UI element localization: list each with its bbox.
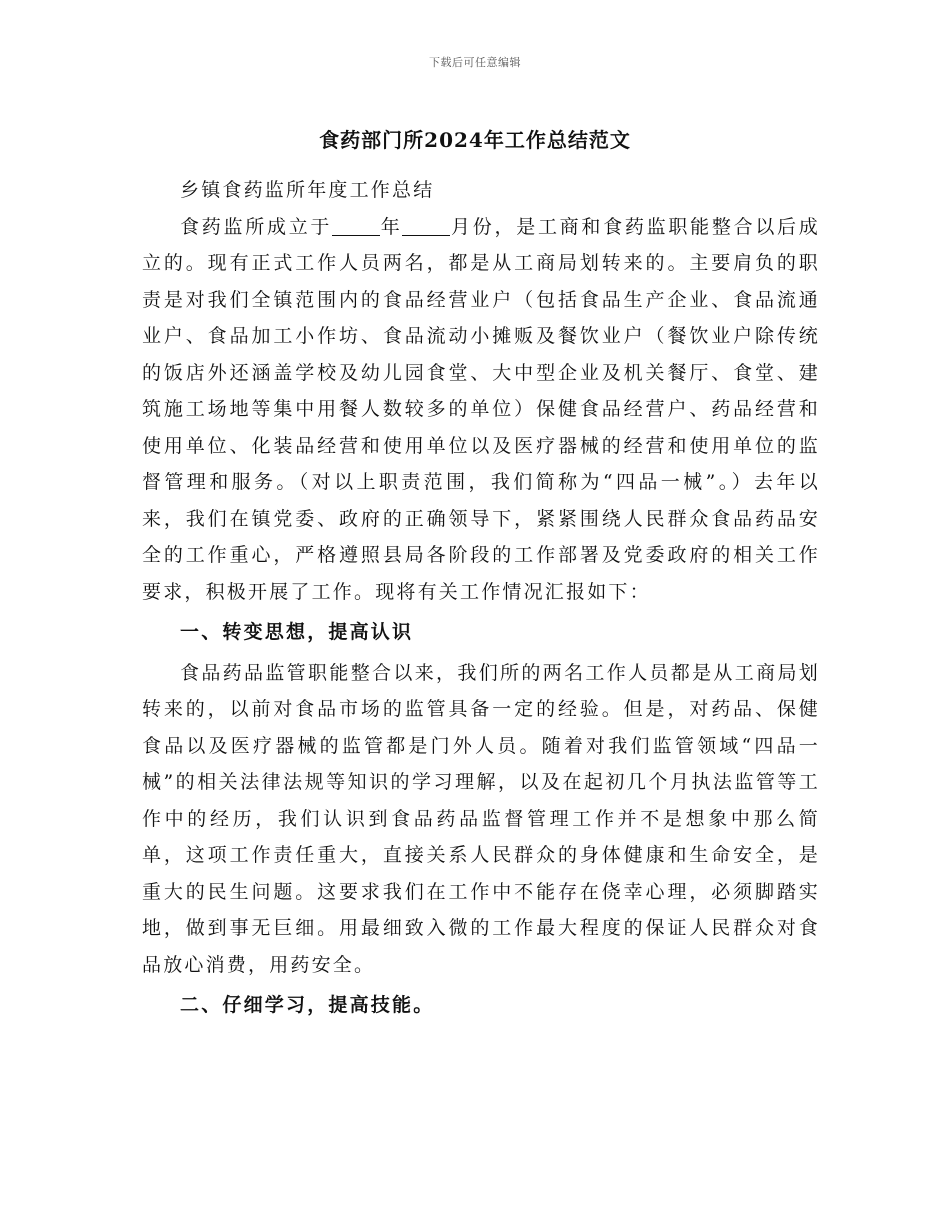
- document-body: [142, 172, 820, 1028]
- header-note: 下载后可任意编辑: [429, 56, 521, 69]
- blank-line: [332, 216, 380, 236]
- intro-text-3: 月份，是工商和食药监职能整合以后成立的。现有正式工作人员两名，都是从工商局划转来的。主要肩负的职责是对我们全镇范围内的食品经营业户（包括食品生产企业、食品流通业户、食品加工小作坊、食品流动小摊贩及餐饮业户（餐饮业户除传统的饭店外还涵盖学校及幼儿园食堂、大中型企业及机关餐厅、食堂、建筑施工场地等集中用餐人数较多的单位）保健食品经营户、药品经营和使用单位、化装品经营和使用单位以及医疗器械的经营和使用单位的监督管理和服务。（对以上职责范围，我们简称为“四品一械”。）去年以来，我们在镇党委、政府的正确领导下，紧紧围绕人民群众食品药品安全的工作重心，严格遵照县局各阶段的工作部署及党委政府的相关工作要求，积极开展了工作。现将有关工作情况汇报如下：: [142, 215, 820, 603]
- section-heading-1: 一、转变思想，提高认识: [180, 621, 414, 643]
- blank-line: [402, 216, 450, 236]
- intro-text-1: 食药监所成立于: [180, 215, 333, 238]
- section-heading-2: 二、仔细学习，提高技能。: [180, 994, 435, 1016]
- document-subtitle: 乡镇食药监所年度工作总结: [180, 179, 435, 201]
- intro-text-2: 年: [380, 215, 403, 238]
- document-title: 食药部门所2024年工作总结范文: [319, 128, 631, 152]
- section-body-1: 食品药品监管职能整合以来，我们所的两名工作人员都是从工商局划转来的，以前对食品市场的监管具备一定的经验。但是，对药品、保健食品以及医疗器械的监管都是门外人员。随着对我们监管领域“四品一械”的相关法律法规等知识的学习理解，以及在起初几个月执法监管等工作中的经历，我们认识到食品药品监督管理工作并不是想象中那么简单，这项工作责任重大，直接关系人民群众的身体健康和生命安全，是重大的民生问题。这要求我们在工作中不能存在侥幸心理，必须脚踏实地，做到事无巨细。用最细致入微的工作最大程度的保证人民群众对食品放心消费，用药安全。: [142, 661, 820, 976]
- intro-paragraph: [142, 209, 820, 611]
